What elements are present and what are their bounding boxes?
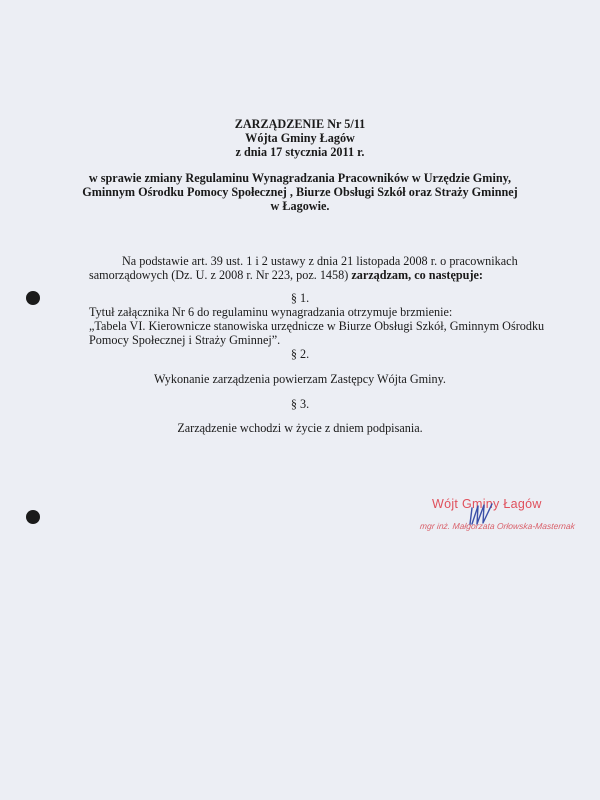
section-3-line-1: Zarządzenie wchodzi w życie z dniem podpisania. (177, 421, 423, 435)
preamble-text: samorządowych (Dz. U. z 2008 r. Nr 223, poz. 1458) (89, 268, 352, 282)
section-1-line-1: Tytuł załącznika Nr 6 do regulaminu wynagradzania otrzymuje brzmienie: (89, 305, 453, 319)
preamble-decree: zarządzam, co następuje: (351, 268, 483, 282)
section-2-mark: § 2. (290, 347, 310, 361)
stamp-title: Wójt Gminy Łagów (432, 497, 542, 511)
subject-line-1: w sprawie zmiany Regulaminu Wynagradzania Pracowników w Urzędzie Gminy, (88, 171, 512, 185)
section-1-mark: § 1. (290, 291, 310, 305)
stamp-name: mgr inż. Małgorzata Orłowska-Masternak (419, 521, 576, 531)
subject-line-2: Gminnym Ośrodku Pomocy Społecznej , Biurze Obsługi Szkół oraz Straży Gminnej (82, 185, 518, 199)
document-title: ZARZĄDZENIE Nr 5/11 (234, 117, 366, 131)
section-3-mark: § 3. (290, 397, 310, 411)
preamble-line-2 (89, 268, 483, 282)
punch-hole-bottom (26, 510, 40, 524)
document-date: z dnia 17 stycznia 2011 r. (235, 145, 365, 159)
section-2-line-1: Wykonanie zarządzenia powierzam Zastępcy Wójta Gminy. (154, 372, 446, 386)
signature-icon (468, 502, 498, 528)
document-issuer: Wójta Gminy Łagów (245, 131, 355, 145)
preamble-line-1: Na podstawie art. 39 ust. 1 i 2 ustawy z dnia 21 listopada 2008 r. o pracownikach (122, 254, 518, 268)
section-1-line-3: Pomocy Społecznej i Straży Gminnej”. (89, 333, 281, 347)
section-1-line-2: „Tabela VI. Kierownicze stanowiska urzędnicze w Biurze Obsługi Szkół, Gminnym Ośrodku (89, 319, 545, 333)
subject-line-3: w Łagowie. (270, 199, 330, 213)
